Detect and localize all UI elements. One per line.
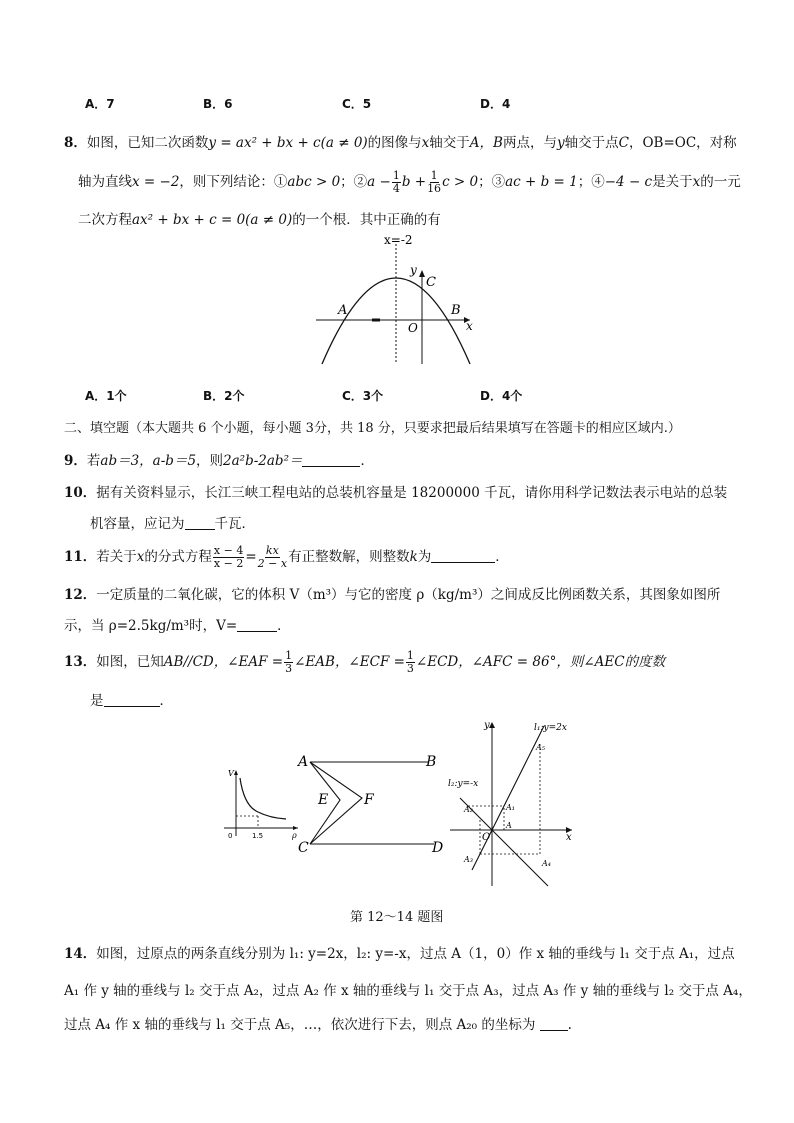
q11 [64, 545, 509, 570]
math: y = ax² + bx + c(a ≠ 0) [208, 135, 368, 151]
numerator: 1 [406, 649, 414, 662]
v-label: V [228, 769, 234, 778]
text: ，则 [196, 453, 224, 469]
text: ，OB=OC，对称 [628, 135, 737, 151]
point-b-label: B [426, 754, 437, 770]
l1-label: l₁:y=2x [534, 723, 567, 733]
math: AB//CD [163, 654, 214, 670]
text: 有正整数解，则整数 [288, 549, 410, 565]
answer-blank[interactable] [185, 517, 215, 530]
numerator: kx [265, 544, 279, 557]
text: = [245, 549, 257, 565]
point-d-label: D [432, 840, 444, 856]
point-a4-label: A₄ [542, 859, 551, 868]
text: . [567, 1017, 572, 1033]
math: ax² + bx + c = 0(a ≠ 0) [132, 212, 293, 228]
answer-blank[interactable] [431, 550, 495, 563]
math: ∠EAB，∠ECF = [294, 654, 405, 670]
point-a-label: A [298, 754, 309, 770]
q14-line3 [64, 1013, 572, 1033]
q8-option-c: C．3个 [342, 389, 384, 403]
denominator: x − 2 [213, 557, 244, 570]
numerator: 1 [285, 649, 293, 662]
math: x [692, 174, 701, 190]
math: C [618, 135, 629, 151]
q13-parallel-figure [292, 750, 452, 860]
fraction [258, 545, 287, 570]
point-a1-label: A₁ [506, 803, 515, 812]
fraction [284, 650, 293, 675]
answer-blank[interactable] [540, 1018, 568, 1031]
q12-number: 12． [64, 587, 97, 603]
point-b-label: B [451, 303, 461, 318]
q14-lines-figure [448, 716, 578, 888]
math: x [136, 549, 145, 565]
text: ；③ [478, 174, 506, 190]
math: 2a²b-2ab²＝ [223, 453, 303, 469]
y-label: y [484, 720, 490, 731]
q14-number: 14． [64, 946, 97, 962]
q13-line2 [90, 689, 173, 709]
text: ，则下列结论：① [179, 174, 288, 190]
text: ；② [340, 174, 368, 190]
text: 据有关资料显示，长江三峡工程电站的总装机容量是 18200000 千瓦，请你用科学记数法表示电站的总装 [96, 485, 728, 501]
section-title: 二、填空题（本大题共 6 个小题，每小题 3分，共 18 分，只要求把最后结果填写在答题卡的相应区域内.） [64, 421, 681, 436]
q7-option-a: A．7 [85, 97, 115, 111]
q8-line1 [64, 131, 737, 151]
answer-blank[interactable] [302, 454, 360, 467]
q12-line1 [64, 583, 720, 603]
math: x = −2 [132, 174, 180, 190]
x-label: x [466, 319, 473, 333]
text: ． [495, 549, 509, 565]
q13-number: 13． [64, 654, 97, 670]
origin-label: O [482, 832, 491, 843]
denominator: 2 − x [257, 557, 288, 570]
text: 是 [90, 693, 104, 709]
math: −4 − c [604, 174, 653, 190]
math: A，B [469, 135, 503, 151]
denominator: 16 [427, 182, 442, 195]
q13-line1 [64, 650, 665, 675]
numerator: x − 4 [213, 544, 244, 557]
figure-caption: 第 12～14 题图 [350, 910, 444, 925]
text: 的一元 [700, 174, 741, 190]
text: 轴交于点 [564, 135, 619, 151]
math: y [556, 135, 565, 151]
q12-inverse-figure [214, 766, 304, 842]
text: 一定质量的二氧化碳，它的体积 V（m³）与它的密度 ρ（kg/m³）之间成反比例函数关系，其图象如图所 [96, 587, 721, 603]
q8-option-d: D．4个 [480, 389, 523, 403]
text: 过点 A₄ 作 x 轴的垂线与 l₁ 交于点 A₅，…，依次进行下去，则点 A₂₀ 的坐标为 [64, 1017, 536, 1033]
text: 的分式方程 [144, 549, 212, 565]
text: 两点，与 [502, 135, 557, 151]
fraction [213, 545, 244, 570]
text: ． [277, 618, 291, 634]
point-e-label: E [318, 792, 329, 808]
line-l2 [460, 798, 548, 886]
tick-label: 1.5 [252, 832, 264, 840]
axis-label: x=-2 [384, 233, 413, 247]
text: 如图，已知 [96, 654, 164, 670]
q8-line2 [78, 170, 741, 195]
q7-option-b: B．6 [203, 97, 233, 111]
l2-label: l₂:y=-x [448, 779, 479, 789]
answer-blank[interactable] [104, 694, 160, 707]
text: 轴交于 [429, 135, 470, 151]
text: ． [159, 693, 173, 709]
point-a-label: A [338, 303, 348, 318]
hyperbola-curve [240, 778, 286, 819]
q9 [64, 449, 374, 469]
rho-label: ρ [292, 831, 297, 840]
q12-line2 [64, 614, 291, 634]
text: 的一个根．其中正确的有 [292, 212, 441, 228]
point-a-label: A [506, 821, 512, 830]
denominator: 4 [392, 182, 400, 195]
point-c-label: C [298, 840, 309, 856]
math: ab＝3，a-b＝5 [100, 453, 197, 469]
q8-parabola-figure [300, 232, 490, 372]
math: x [421, 135, 430, 151]
point-a2-label: A₂ [464, 805, 473, 814]
x-label: x [566, 832, 572, 843]
math: abc > 0 [287, 174, 341, 190]
text: A₁ 作 y 轴的垂线与 l₂ 交于点 A₂，过点 A₂ 作 x 轴的垂线与 l₁ 交于点 A₃，过点 A₃ 作 y 轴的垂线与 l₂ 交于点 A₄， [64, 983, 752, 999]
numerator: 1 [392, 169, 400, 182]
text: 的图像与 [367, 135, 422, 151]
y-axis-arrow [489, 722, 495, 728]
q8-option-b: B．2个 [203, 389, 245, 403]
q14-line2 [64, 979, 752, 999]
math: c > 0 [442, 174, 479, 190]
text: 如图，过原点的两条直线分别为 l₁: y=2x，l₂: y=-x，过点 A（1，0）作 x 轴的垂线与 l₁ 交于点 A₁，过点 [96, 946, 735, 962]
q10-line1 [64, 481, 727, 501]
y-axis-arrow [234, 770, 238, 775]
text: 若 [86, 453, 101, 469]
q14-line1 [64, 942, 735, 962]
text: 示，当 ρ=2.5kg/m³时，V= [64, 618, 238, 634]
text: ；④ [577, 174, 605, 190]
text: 是关于 [652, 174, 693, 190]
point-a3-label: A₃ [464, 855, 473, 864]
y-axis-arrow [419, 270, 425, 277]
origin-label: 0 [228, 832, 233, 840]
denominator: 3 [285, 662, 293, 675]
math: ∠ECD，∠AFC = 86°，则∠AEC的度数 [415, 654, 666, 670]
point-c-label: C [426, 275, 436, 290]
q8-number: 8． [64, 135, 87, 151]
q7-option-c: C．5 [342, 97, 372, 111]
text: 千瓦． [214, 516, 255, 532]
denominator: 3 [406, 662, 414, 675]
q8-option-a: A．1个 [85, 389, 127, 403]
math: ac + b = 1 [505, 174, 578, 190]
fraction [427, 170, 441, 195]
math: a − [367, 174, 391, 190]
numerator: 1 [430, 169, 438, 182]
q8-line3 [78, 208, 441, 228]
q9-number: 9． [64, 453, 87, 469]
text: 机容量，应记为 [90, 516, 185, 532]
answer-blank[interactable] [237, 619, 277, 632]
fraction [406, 650, 415, 675]
math: ，∠EAF = [213, 654, 284, 670]
q7-option-d: D．4 [480, 97, 511, 111]
text: 轴为直线 [78, 174, 132, 190]
point-a5-label: A₅ [536, 743, 545, 752]
q11-number: 11． [64, 549, 97, 565]
math: k [409, 549, 418, 565]
line-l1 [472, 726, 544, 870]
origin-label: O [408, 321, 418, 335]
y-label: y [410, 263, 417, 277]
text: 若关于 [96, 549, 137, 565]
math: b + [401, 174, 427, 190]
fraction [392, 170, 401, 195]
q10-line2 [90, 512, 255, 532]
point-f-label: F [364, 792, 374, 808]
text: 如图，已知二次函数 [86, 135, 209, 151]
text: ． [360, 453, 374, 469]
text: 为 [417, 549, 432, 565]
q10-number: 10． [64, 485, 97, 501]
text: 二次方程 [78, 212, 132, 228]
